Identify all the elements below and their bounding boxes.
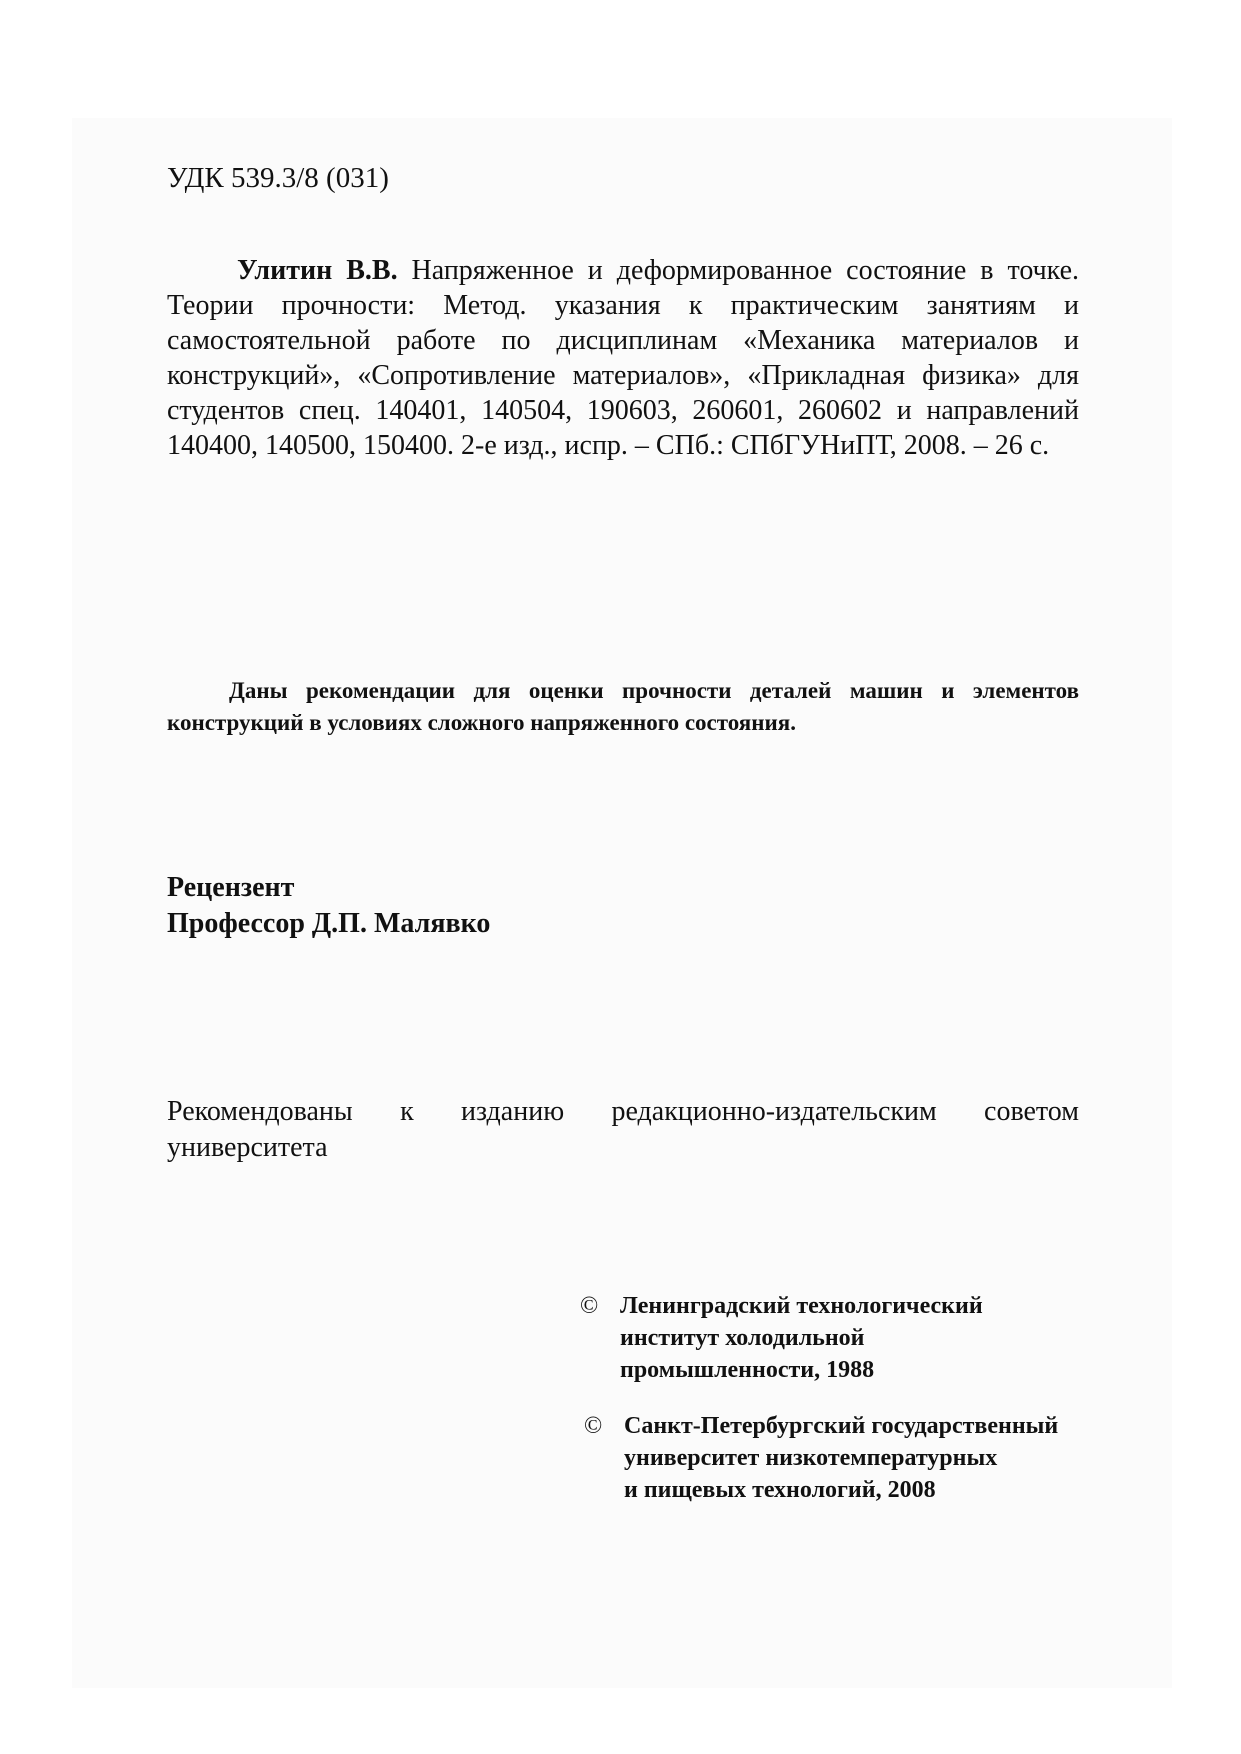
reviewer-label: Рецензент	[167, 872, 295, 903]
udk-code: УДК 539.3/8 (031)	[167, 162, 389, 194]
copyright-notice-2008	[584, 1410, 1058, 1506]
copyright-line: и пищевых технологий, 2008	[624, 1477, 936, 1503]
publication-recommendation: Рекомендованы к изданию редакционно-издательским советом университета	[167, 1096, 1079, 1163]
copyright-line: институт холодильной	[620, 1325, 865, 1351]
copyright-icon: ©	[584, 1413, 603, 1439]
reviewer-block	[167, 870, 490, 942]
copyright-line: промышленности, 1988	[620, 1357, 875, 1383]
copyright-line: Ленинградский технологический	[620, 1293, 983, 1319]
copyright-line: Санкт-Петербургский государственный	[624, 1413, 1059, 1439]
copyright-line: университет низкотемпературных	[624, 1445, 998, 1471]
author-name: Улитин В.В.	[237, 255, 398, 286]
abstract	[167, 675, 1079, 739]
copyright-icon: ©	[580, 1293, 599, 1319]
bibliographic-record	[167, 253, 1079, 463]
abstract-text: Даны рекомендации для оценки прочности деталей машин и элементов конструкций в условиях сложного напряженного состояния.	[167, 678, 1079, 735]
bibliographic-description: Напряженное и деформированное состояние в точке. Теории прочности: Метод. указания к практическим занятиям и самостоятельной работе по дисциплинам «Механика материалов и конструкций», «Сопротивление материалов», «Прикладная физика» для студентов спец. 140401, 140504, 190603, 260601, 260602 и направлений 140400, 140500, 150400. 2-е изд., испр. – СПб.: СПбГУНиПТ, 2008. – 26 с.	[167, 255, 1080, 461]
reviewer-name: Профессор Д.П. Малявко	[167, 908, 491, 939]
copyright-notice-1988	[580, 1290, 983, 1386]
